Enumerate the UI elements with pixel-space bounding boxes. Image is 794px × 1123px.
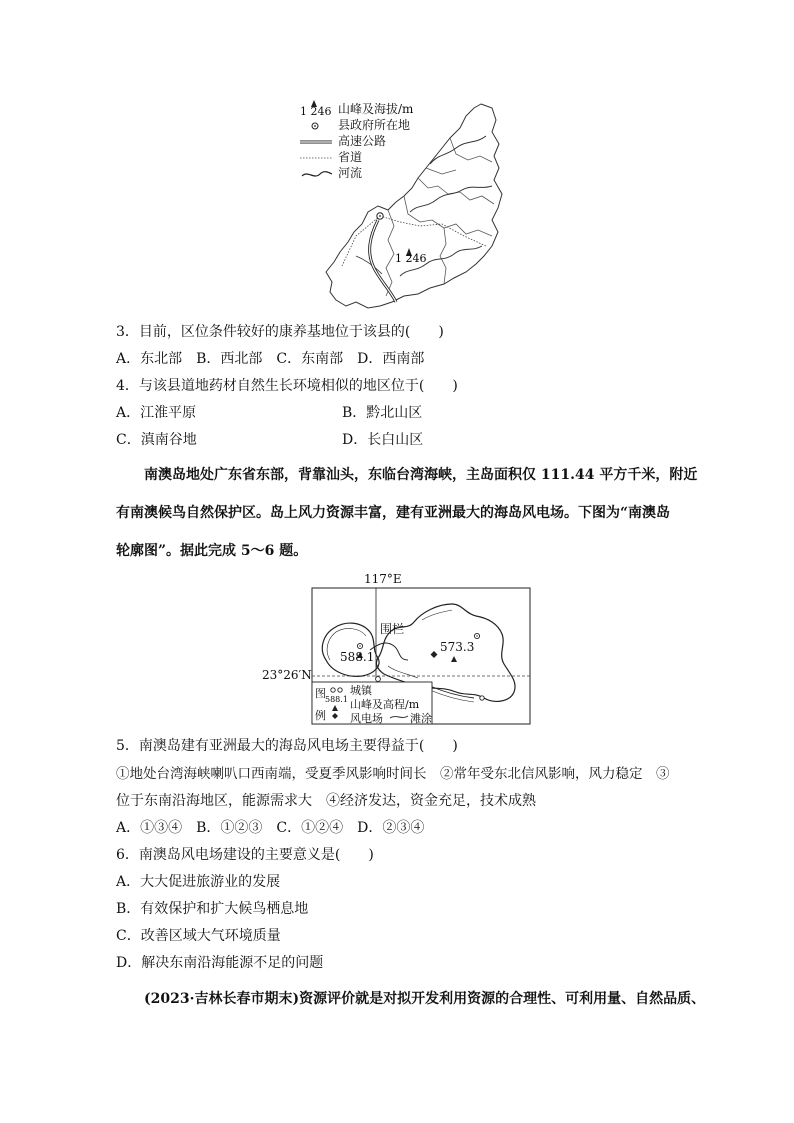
passage-line-1: 南澳岛地处广东省东部，背靠汕头，东临台湾海峡，主岛面积仅 111.44 平方千米，附近 xyxy=(144,467,698,483)
passage-line-3: 轮廓图”。据此完成 5～6 题。 xyxy=(116,543,308,559)
q6-option-c: C．改善区域大气环境质量 xyxy=(116,928,281,944)
legend-town-label: 城镇 xyxy=(350,684,372,697)
town-icon xyxy=(331,688,335,692)
q3-options: A．东北部 B．西北部 C．东南部 D．西南部 xyxy=(116,351,425,367)
county-map-legend xyxy=(300,102,430,182)
legend-row-highway xyxy=(300,134,430,150)
county-map xyxy=(296,96,506,314)
legend-row-provincial xyxy=(300,150,430,166)
q5-options: A．①③④ B．①②③ C．①②④ D．②③④ xyxy=(116,820,425,836)
q5-line-1: ①地处台湾海峡喇叭口西南端，受夏季风影响时间长 ②常年受东北信风影响，风力稳定 ③ xyxy=(116,766,670,782)
q5-line-2: 位于东南沿海地区，能源需求大 ④经济发达，资金充足，技术成熟 xyxy=(116,793,536,809)
q4-option-d: D．长白山区 xyxy=(342,432,424,448)
q4-stem: 4．与该县道地药材自然生长环境相似的地区位于( ) xyxy=(116,378,458,394)
legend-row-seat xyxy=(300,118,430,134)
q4-option-b: B．黔北山区 xyxy=(342,405,423,421)
q6-stem: 6．南澳岛风电场建设的主要意义是( ) xyxy=(116,847,374,863)
island-map xyxy=(262,574,534,726)
legend-beach-label: 滩涂 xyxy=(410,712,432,725)
q6-option-d: D．解决东南沿海能源不足的问题 xyxy=(116,955,324,971)
legend-river-label: 河流 xyxy=(338,166,363,180)
peak-west-label: 588.1 xyxy=(340,650,375,664)
legend-wind-label: 风电场 xyxy=(350,712,383,725)
legend-seat-label: 县政府所在地 xyxy=(338,118,411,132)
river-icon xyxy=(302,172,332,176)
q6-option-a: A．大大促进旅游业的发展 xyxy=(116,874,281,890)
q5-stem: 5．南澳岛建有亚洲最大的海岛风电场主要得益于( ) xyxy=(116,738,458,754)
peak-icon xyxy=(451,656,457,662)
town-marker xyxy=(376,677,381,682)
legend-peak-label: 山峰及海拔/m xyxy=(338,102,414,116)
legend-peak-label: 山峰及高程/m xyxy=(350,698,420,711)
legend-title-1: 图 xyxy=(315,687,326,700)
legend-row-peak xyxy=(300,102,430,118)
fence-label: 围栏 xyxy=(380,622,405,636)
q6-option-b: B．有效保护和扩大候鸟栖息地 xyxy=(116,901,309,917)
town-marker xyxy=(480,696,484,700)
peak-value-label: 1 246 xyxy=(395,252,427,265)
legend-provincial-label: 省道 xyxy=(338,150,363,164)
legend-peak-value: 1 246 xyxy=(300,105,332,118)
wind-farm-icon xyxy=(431,651,438,658)
passage-line-2: 有南澳候鸟自然保护区。岛上风力资源丰富，建有亚洲最大的海岛风电场。下图为“南澳岛 xyxy=(116,505,671,521)
latitude-label: 23°26′N xyxy=(262,668,312,682)
q4-option-c: C．滇南谷地 xyxy=(116,432,197,448)
q3-stem: 3．目前，区位条件较好的康养基地位于该县的( ) xyxy=(116,324,444,340)
closing-line: (2023·吉林长春市期末)资源评价就是对拟开发利用资源的合理性、可利用量、自然品质、 xyxy=(144,991,706,1007)
legend-peak-sample: 588.1 xyxy=(325,695,348,704)
legend-row-river xyxy=(300,166,430,182)
peak-east-label: 573.3 xyxy=(440,640,475,654)
longitude-label: 117°E xyxy=(364,572,402,586)
legend-title-2: 例 xyxy=(315,709,326,722)
q4-option-a: A．江淮平原 xyxy=(116,405,197,421)
legend-highway-label: 高速公路 xyxy=(338,134,387,148)
